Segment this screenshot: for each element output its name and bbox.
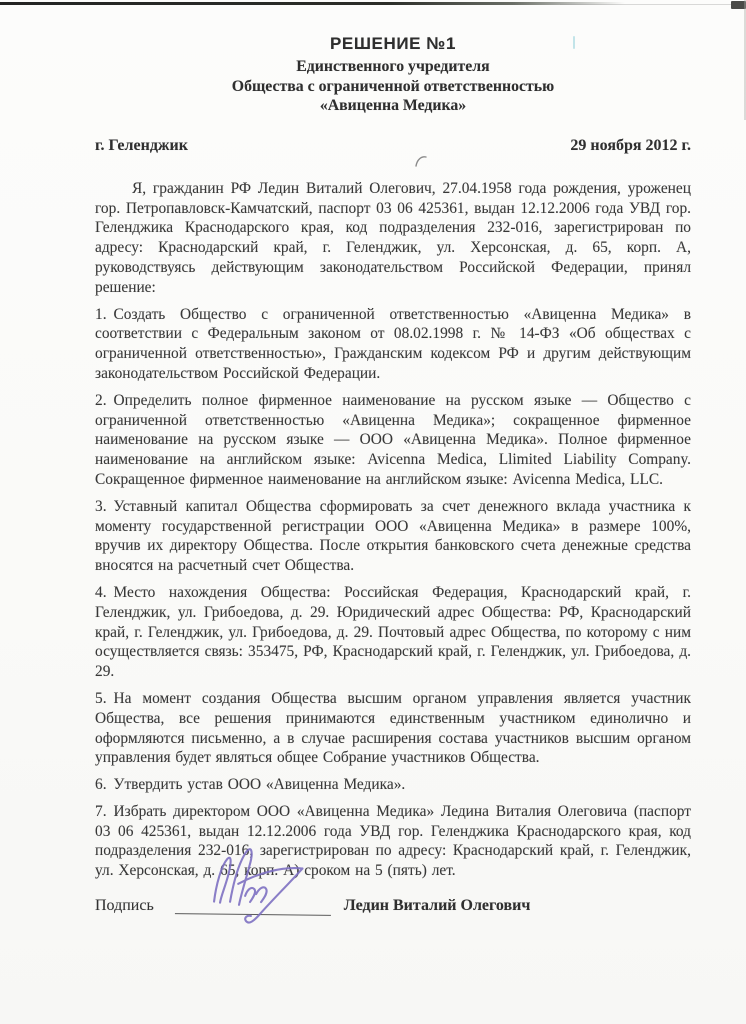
place-date-row (95, 137, 691, 155)
item-text: Избрать директором ООО «Авиценна Медика» Ледина Виталия Олеговича (паспорт 03 06 425361, выдан 12.12.2006 года УВД гор. Геленджика Краснодарского края, код подразделения 232-016, зарегистрирован по адресу: Краснодарский край, г. Геленджик, ул. Херсонская, д. 65, корп. А) сроком на 5 (пять) лет. (95, 802, 691, 880)
decision-item-5 (95, 689, 691, 768)
item-number: 3. (95, 497, 107, 515)
item-number: 7. (95, 802, 107, 820)
decision-item-1 (95, 305, 691, 384)
document-title: РЕШЕНИЕ №1 (329, 34, 457, 53)
decision-item-2 (95, 391, 691, 490)
item-number: 1. (95, 305, 107, 323)
signature-row (95, 897, 691, 915)
item-text: На момент создания Общества высшим органом управления является участник Общества, все решения принимаются единственным участником единолично и оформляются письменно, а в случае расширения состава участников высшим органом управления будет являться общее Собрание участников Общества. (95, 689, 691, 767)
item-text: Уставный капитал Общества сформировать за счет денежного вклада участника к моменту государственной регистрации ООО «Авиценна Медика» в размере 100%, вручив их директору Общества. После открытия банковского счета денежные средства вносятся на расчетный счет Общества. (95, 497, 691, 575)
document-subtitle-block (95, 57, 691, 116)
item-number: 5. (95, 689, 107, 707)
document-content (95, 0, 691, 915)
signature-line (175, 899, 331, 916)
subtitle-line-company-name: «Авиценна Медика» (319, 97, 467, 115)
decision-item-3 (95, 497, 691, 576)
decision-item-6 (95, 775, 691, 795)
item-text: Определить полное фирменное наименование на русском языке — Общество с ограниченной ответственностью «Авиценна Медика»; сокращенное фирменное наименование на русском языке — ООО «Авиценна Медика». Полное фирменное наименование на английском языке: Avicenna Medica, Llimited Liability Company. Сокращенное фирменное наименование на английском языке: Avicenna Medica, LLC. (95, 391, 691, 488)
item-number: 2. (95, 391, 107, 409)
decision-item-4 (95, 583, 691, 682)
decision-item-7 (95, 802, 691, 881)
item-text: Утвердить устав ООО «Авиценна Медика». (113, 776, 406, 794)
subtitle-line-company-form: Общества с ограниченной ответственностью (231, 77, 555, 95)
intro-paragraph: Я, гражданин РФ Ледин Виталий Олегович, 27.04.1958 года рождения, уроженец гор. Петропавловск-Камчатский, паспорт 03 06 425361, выдан 12.12.2006 года УВД гор. Геленджика Краснодарского края, код подразделения 232-016, зарегистрирован по адресу: Краснодарский край, г. Геленджик, ул. Херсонская, д. 65, корп. А, руководствуясь действующим законодательством Российской Федерации, принял решение: (95, 179, 691, 296)
document-date: 29 ноября 2012 г. (570, 136, 691, 154)
subtitle-line-founder: Единственного учредителя (296, 58, 490, 75)
handwritten-signature (200, 844, 327, 933)
signature-label: Подпись (95, 897, 154, 915)
item-number: 6. (95, 776, 107, 794)
item-number: 4. (95, 583, 107, 601)
item-text: Место нахождения Общества: Российская Федерация, Краснодарский край, г. Геленджик, ул. Грибоедова, д. 29. Юридический адрес Общества: РФ, Краснодарский край, г. Геленджик, ул. Грибоедова, д. 29. Почтовый адрес Общества, по которому с ним осуществляется связь: 353475, РФ, Краснодарский край, г. Геленджик, ул. Грибоедова, д. 29. (95, 583, 691, 681)
document-place: г. Геленджик (95, 136, 188, 154)
item-text: Создать Общество с ограниченной ответственностью «Авиценна Медика» в соответствии с Федеральным законом от 08.02.1998 г. № 14-ФЗ «Об обществах с ограниченной ответственностью», Гражданским кодексом РФ и другим действующим законодательством Российской Федерации. (95, 305, 691, 382)
signature-name: Ледин Виталий Олегович (343, 897, 531, 915)
